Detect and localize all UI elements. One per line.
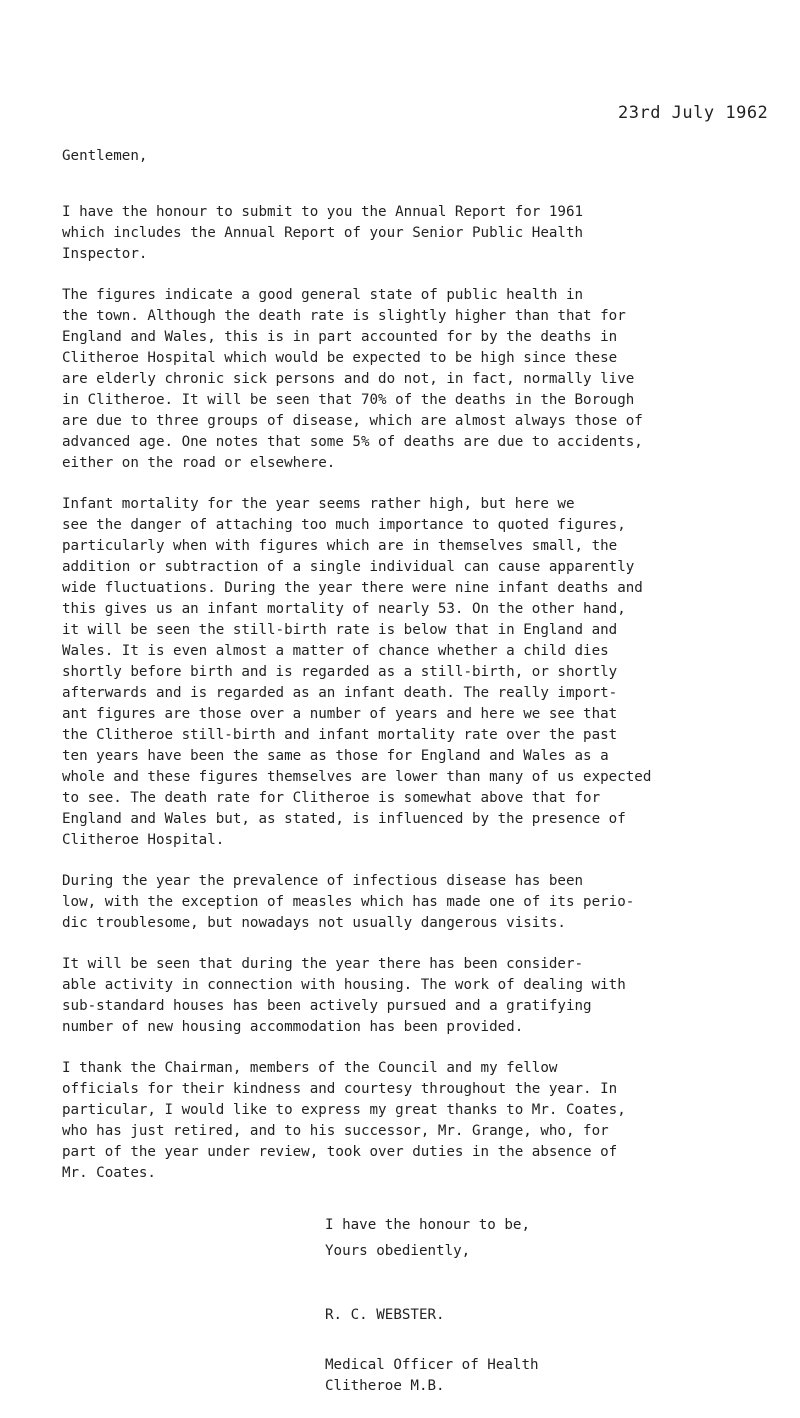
closing-line-2: Yours obediently,: [325, 1243, 471, 1259]
paragraph-thanks: I thank the Chairman, members of the Council and my fellow officials for their kindness and courtesy throughout the year. In particular, I would like to express my great thanks to Mr. Coates, who has just retired, and to his successor, Mr. Grange, who, for part of the year under review, took over duties in the absence of Mr. Coates.: [62, 1060, 626, 1181]
signature-title-line-1: Medical Officer of Health: [325, 1357, 539, 1373]
signature-name: R. C. WEBSTER.: [325, 1307, 445, 1323]
closing-line-1: I have the honour to be,: [325, 1217, 530, 1233]
signature-title: [325, 1355, 539, 1397]
salutation: Gentlemen,: [62, 148, 148, 164]
letter-body: [62, 202, 800, 1204]
paragraph-infant-mortality: Infant mortality for the year seems rather high, but here we see the danger of attaching too much importance to quoted figures, particularly when with figures which are in themselves small, the addition or subtraction of a single individual can cause apparently wide fluctuations. During the year there were nine infant deaths and this gives us an infant mortality of nearly 53. On the other hand, it will be seen the still-birth rate is below that in England and Wales. It is even almost a matter of chance whether a child dies shortly before birth and is regarded as a still-birth, or shortly afterwards and is regarded as an infant death. The really import- ant figures are those over a number of years and here we see that the Clitheroe still-birth and infant mortality rate over the past ten years have been the same as those for England and Wales as a whole and these figures themselves are lower than many of us expected to see. The death rate for Clitheroe is somewhat above that for England and Wales but, as stated, is influenced by the presence of Clitheroe Hospital.: [62, 496, 652, 848]
closing: [325, 1212, 530, 1264]
signature-title-line-2: Clitheroe M.B.: [325, 1378, 445, 1394]
paragraph-intro: I have the honour to submit to you the Annual Report for 1961 which includes the Annual Report of your Senior Public Health Inspector.: [62, 204, 584, 262]
paragraph-housing: It will be seen that during the year there has been consider- able activity in connection with housing. The work of dealing with sub-standard houses has been actively pursued and a gratifying number of new housing accommodation has been provided.: [62, 956, 626, 1035]
letter-date: 23rd July 1962: [618, 103, 769, 123]
paragraph-infectious-disease: During the year the prevalence of infectious disease has been low, with the exception of measles which has made one of its perio- dic troublesome, but nowadays not usually dangerous visits.: [62, 873, 635, 931]
paragraph-death-rate: The figures indicate a good general state of public health in the town. Although the death rate is slightly higher than that for England and Wales, this is in part accounted for by the deaths in Clitheroe Hospital which would be expected to be high since these are elderly chronic sick persons and do not, in fact, normally live in Clitheroe. It will be seen that 70% of the deaths in the Borough are due to three groups of disease, which are almost always those of advanced age. One notes that some 5% of deaths are due to accidents, either on the road or elsewhere.: [62, 287, 643, 471]
